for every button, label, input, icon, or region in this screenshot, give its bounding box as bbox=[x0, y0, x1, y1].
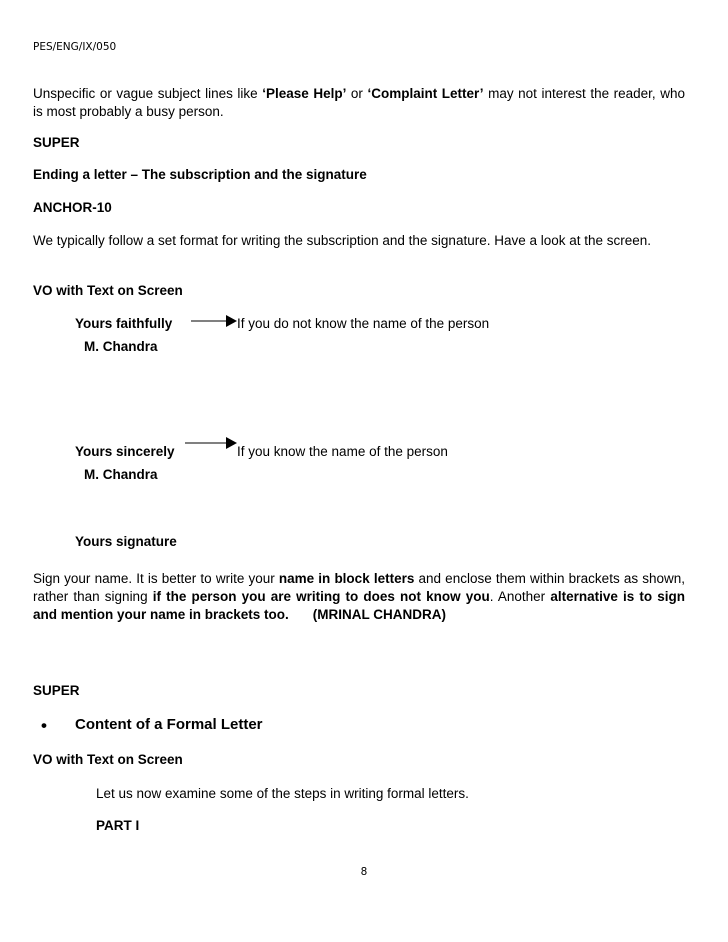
paragraph-sign-your-name bbox=[33, 570, 685, 624]
signature-name-1: M. Chandra bbox=[84, 339, 158, 354]
para3-bold-example-name: (MRINAL CHANDRA) bbox=[312, 607, 447, 622]
para3-text-3: . Another bbox=[489, 589, 551, 604]
super-label-1: SUPER bbox=[33, 135, 80, 150]
vo-label-2: VO with Text on Screen bbox=[33, 752, 183, 767]
steps-intro-text: Let us now examine some of the steps in writing formal letters. bbox=[96, 786, 469, 801]
para1-bold-complaint-letter: ‘Complaint Letter’ bbox=[367, 86, 484, 101]
closing-yours-sincerely: Yours sincerely bbox=[75, 444, 175, 459]
para3-bold-block-letters: name in block letters bbox=[278, 571, 415, 586]
para1-text-3: may not interest the reader, who is most probably a busy person. bbox=[33, 86, 685, 119]
para3-bold-alternative: alternative is to sign and mention your name in brackets too. bbox=[33, 589, 685, 622]
note-known-name: If you know the name of the person bbox=[237, 444, 448, 459]
closing-yours-faithfully: Yours faithfully bbox=[75, 316, 173, 331]
para1-bold-please-help: ‘Please Help’ bbox=[262, 86, 347, 101]
bullet-content-formal-letter: Content of a Formal Letter bbox=[75, 716, 263, 733]
note-unknown-name: If you do not know the name of the person bbox=[237, 316, 490, 331]
part-label: PART I bbox=[96, 818, 140, 833]
paragraph-subject-lines bbox=[33, 85, 685, 121]
para3-bold-does-not-know: if the person you are writing to does not know you bbox=[152, 589, 490, 604]
para3-text-1: Sign your name. It is better to write your bbox=[33, 571, 279, 586]
para1-text-1: Unspecific or vague subject lines like bbox=[33, 86, 263, 101]
signature-name-2: M. Chandra bbox=[84, 467, 158, 482]
paragraph-set-format: We typically follow a set format for writing the subscription and the signature. Have a look at the screen. bbox=[33, 233, 652, 248]
closing-yours-signature: Yours signature bbox=[75, 534, 177, 549]
anchor-label: ANCHOR-10 bbox=[33, 200, 112, 215]
arrow-right-icon bbox=[185, 434, 237, 452]
vo-label-1: VO with Text on Screen bbox=[33, 283, 183, 298]
para3-text-2: and enclose them within brackets as shown, rather than signing bbox=[33, 571, 686, 604]
page-number: 8 bbox=[360, 866, 368, 878]
bullet-icon: • bbox=[41, 716, 47, 735]
para1-text-2: or bbox=[346, 86, 368, 101]
document-code: PES/ENG/IX/050 bbox=[33, 41, 117, 53]
section-heading-ending-letter: Ending a letter – The subscription and the signature bbox=[33, 167, 367, 182]
arrow-right-icon bbox=[191, 313, 237, 329]
super-label-2: SUPER bbox=[33, 683, 80, 698]
